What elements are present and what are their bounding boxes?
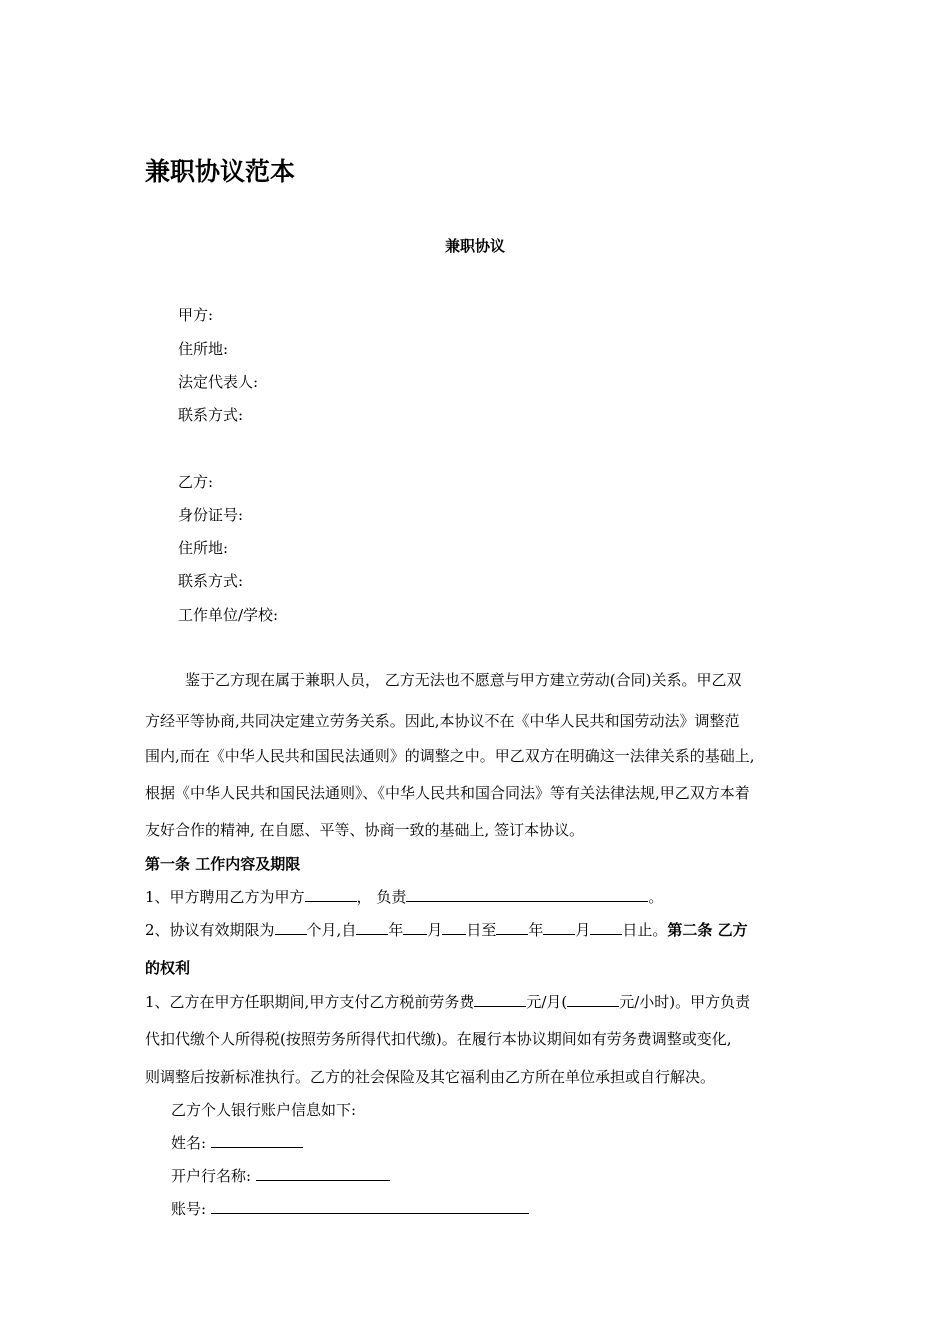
blank-line	[275, 919, 307, 935]
bank-branch-label: 开户行名称:	[171, 1167, 252, 1185]
clause-text: 年	[388, 921, 404, 939]
bank-name-blank	[211, 1132, 303, 1148]
clause-text: 1、甲方聘用乙方为甲方	[145, 888, 305, 906]
blank-line	[590, 919, 622, 935]
preamble-line: 方经平等协商,共同决定建立劳务关系。因此,本协议不在《中华人民共和国劳动法》调整范	[145, 712, 740, 730]
bank-name-row	[171, 1132, 303, 1153]
article-2-clause-1-line: 代扣代缴个人所得税(按照劳务所得代扣代缴)。在履行本协议期间如有劳务费调整或变化,	[145, 1030, 732, 1048]
clause-text: 个月,自	[306, 921, 357, 939]
bank-branch-row	[171, 1165, 390, 1186]
clause-text: 1、乙方在甲方任职期间,甲方支付乙方税前劳务费	[145, 993, 475, 1011]
party-b-address-label: 住所地:	[178, 539, 229, 557]
clause-text: ， 负责	[356, 888, 407, 906]
clause-text: 元/月(	[526, 993, 568, 1011]
bank-account-label: 账号:	[171, 1200, 207, 1218]
party-a-address-label: 住所地:	[178, 340, 229, 358]
article-1-clause-2	[145, 919, 748, 940]
clause-text: 月	[575, 921, 591, 939]
preamble-line: 根据《中华人民共和国民法通则》、《中华人民共和国合同法》等有关法律法规,甲乙双方本着	[145, 784, 750, 802]
party-b-id-label: 身份证号:	[178, 506, 244, 524]
agreement-title: 兼职协议	[444, 237, 505, 255]
bank-account-blank	[211, 1198, 529, 1214]
article-2-clause-1	[145, 991, 750, 1012]
party-b-employer-label: 工作单位/学校:	[178, 606, 279, 624]
article-2-heading-continued: 的权利	[145, 959, 191, 977]
blank-line	[474, 991, 526, 1007]
blank-line	[356, 919, 388, 935]
party-b-contact-label: 联系方式:	[178, 572, 244, 590]
party-b-label: 乙方:	[178, 473, 214, 491]
blank-line	[403, 919, 427, 935]
party-a-contact-label: 联系方式:	[178, 406, 244, 424]
preamble-line: 友好合作的精神, 在自愿、平等、协商一致的基础上, 签订本协议。	[145, 821, 585, 839]
clause-text: 元/小时)。甲方负责	[619, 993, 751, 1011]
clause-text: 2、协议有效期限为	[145, 921, 275, 939]
blank-line	[567, 991, 619, 1007]
bank-info-intro: 乙方个人银行账户信息如下:	[171, 1101, 357, 1119]
article-2-clause-1-line: 则调整后按新标准执行。乙方的社会保险及其它福利由乙方所在单位承担或自行解决。	[145, 1068, 716, 1086]
blank-line	[305, 886, 357, 902]
clause-text: 日至	[466, 921, 497, 939]
preamble-line: 鉴于乙方现在属于兼职人员， 乙方无法也不愿意与甲方建立劳动(合同)关系。甲乙双	[185, 671, 742, 689]
article-1-heading: 第一条 工作内容及期限	[145, 855, 301, 873]
party-a-legal-rep-label: 法定代表人:	[178, 373, 259, 391]
clause-text: 。	[648, 888, 664, 906]
party-a-label: 甲方:	[178, 306, 214, 324]
document-title: 兼职协议范本	[145, 157, 296, 186]
clause-text: 日止。	[622, 921, 668, 939]
blank-line	[406, 886, 648, 902]
article-2-heading: 第二条 乙方	[667, 921, 748, 939]
preamble-line: 围内,而在《中华人民共和国民法通则》的调整之中。甲乙双方在明确这一法律关系的基础上,	[145, 747, 755, 765]
blank-line	[543, 919, 575, 935]
article-1-clause-1	[145, 886, 663, 907]
blank-line	[442, 919, 466, 935]
bank-name-label: 姓名:	[171, 1134, 207, 1152]
clause-text: 年	[528, 921, 544, 939]
clause-text: 月	[427, 921, 443, 939]
blank-line	[496, 919, 528, 935]
bank-branch-blank	[256, 1165, 390, 1181]
bank-account-row	[171, 1198, 529, 1219]
